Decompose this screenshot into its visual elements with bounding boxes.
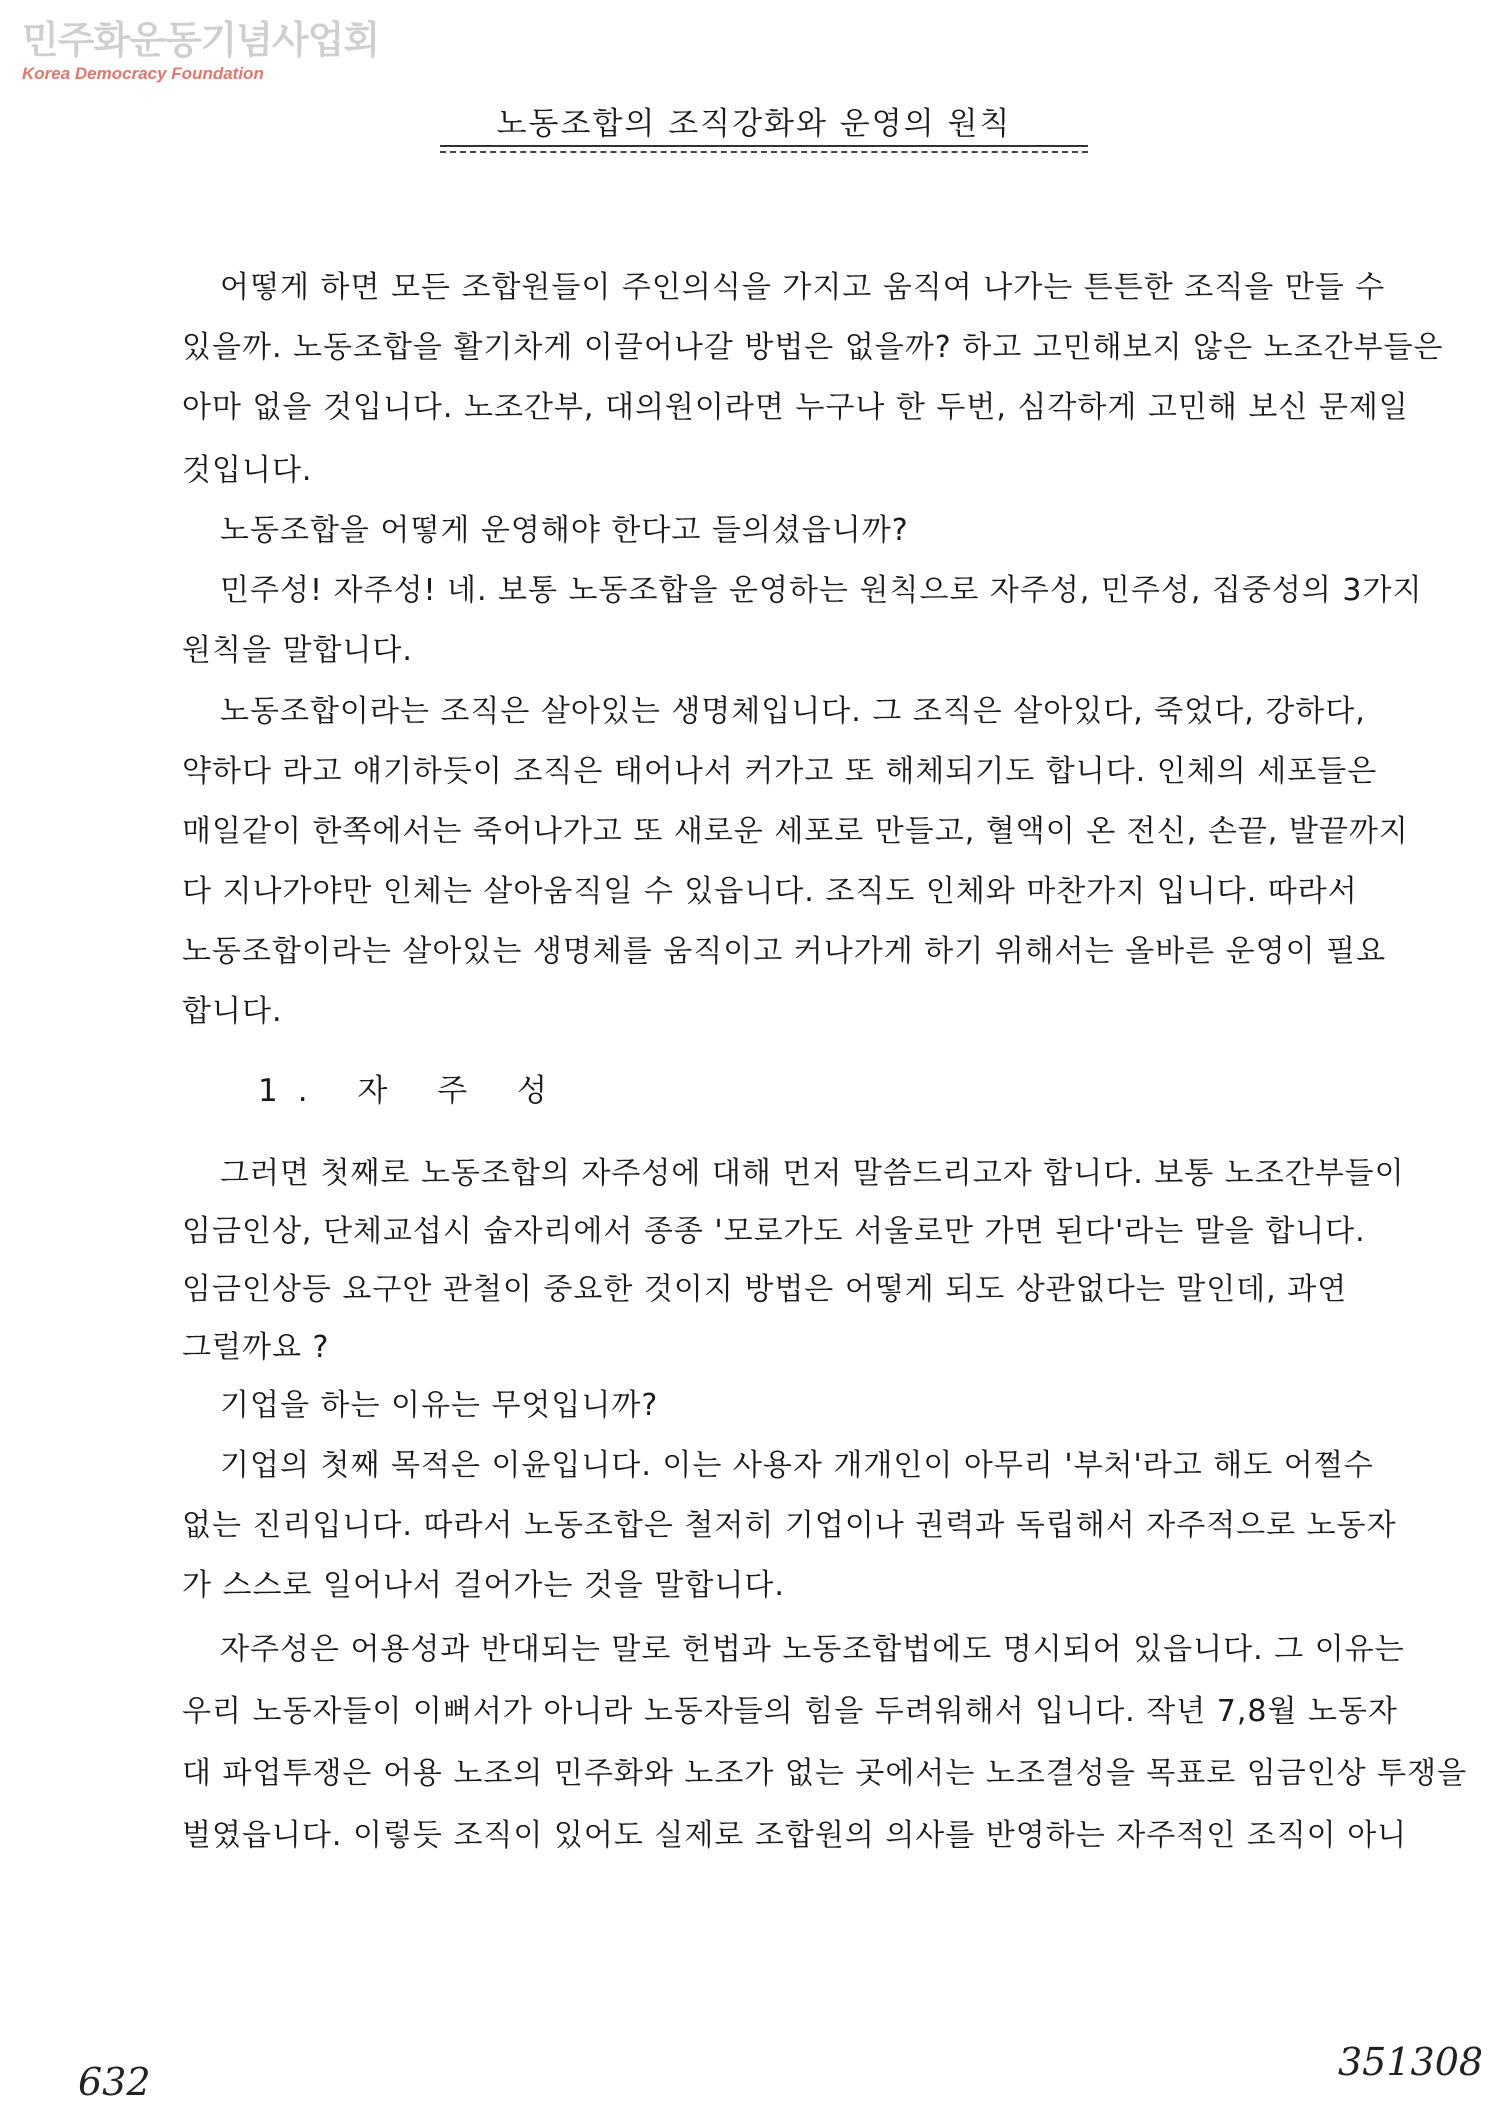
text-line: 가 스스로 일어나서 걸어가는 것을 말합니다. [182, 1568, 785, 1603]
text-line: 합니다. [182, 994, 283, 1029]
text-line: 임금인상, 단체교섭시 숩자리에서 종종 '모로가도 서울로만 가면 된다'라는 말을 합니다. [182, 1214, 1366, 1249]
text-line: 다 지나가야만 인체는 살아움직일 수 있읍니다. 조직도 인체와 마찬가지 입니다. 따라서 [182, 874, 1358, 909]
text-line: 그럴까요 ? [182, 1330, 330, 1365]
watermark-korean: 민주화운동기념사업회 [22, 18, 380, 62]
text-line: 대 파업투쟁은 어용 노조의 민주화와 노조가 없는 곳에서는 노조결성을 목표로 임금인상 투쟁을 [182, 1756, 1468, 1791]
text-line: 그러면 첫째로 노동조합의 자주성에 대해 먼저 말씀드리고자 합니다. 보통 노조간부들이 [220, 1156, 1405, 1191]
text-line: 기업을 하는 이유는 무엇입니까? [220, 1388, 659, 1423]
text-line: 것입니다. [182, 453, 313, 488]
text-line: 자주성은 어용성과 반대되는 말로 헌법과 노동조합법에도 명시되어 있읍니다. 그 이유는 [220, 1632, 1405, 1667]
text-line: 노동조합이라는 조직은 살아있는 생명체입니다. 그 조직은 살아있다, 죽었다, 강하다, [220, 694, 1366, 729]
handwritten-doc-number: 351308 [1338, 2040, 1484, 2084]
text-line: 기업의 첫째 목적은 이윤입니다. 이는 사용자 개개인이 아무리 '부처'라고 해도 어쩔수 [220, 1448, 1374, 1483]
text-line: 원칙을 말합니다. [182, 633, 413, 668]
title-underline [440, 145, 1088, 147]
text-line: 임금인상등 요구안 관철이 중요한 것이지 방법은 어떻게 되도 상관없다는 말인데, 과연 [182, 1272, 1348, 1307]
handwritten-page-mark: 632 [78, 2060, 151, 2104]
text-line: 아마 없을 것입니다. 노조간부, 대의원이라면 누구나 한 두번, 심각하게 고민해 보신 문제일 [182, 390, 1409, 425]
section-heading: 1. 자 주 성 [258, 1073, 567, 1109]
text-line: 민주성! 자주성! 네. 보통 노동조합을 운영하는 원칙으로 자주성, 민주성, 집중성의 3가지 [220, 573, 1423, 608]
text-line: 어떻게 하면 모든 조합원들이 주인의식을 가지고 움직여 나가는 튼튼한 조직을 만들 수 [220, 270, 1386, 305]
watermark-english: Korea Democracy Foundation [22, 64, 264, 83]
text-line: 있을까. 노동조합을 활기차게 이끌어나갈 방법은 없을까? 하고 고민해보지 않은 노조간부들은 [182, 330, 1444, 365]
document-title: 노동조합의 조직강화와 운영의 원칙 [496, 106, 1012, 142]
text-line: 노동조합을 어떻게 운영해야 한다고 들의셨읍니까? [220, 513, 909, 548]
text-line: 없는 진리입니다. 따라서 노동조합은 철저히 기업이나 권력과 독립해서 자주적으로 노동자 [182, 1508, 1397, 1543]
text-line: 노동조합이라는 살아있는 생명체를 움직이고 커나가게 하기 위해서는 올바른 운영이 필요 [182, 934, 1387, 969]
foundation-watermark [22, 18, 379, 84]
text-line: 벌였읍니다. 이렇듯 조직이 있어도 실제로 조합원의 의사를 반영하는 자주적인 조직이 아니 [182, 1818, 1408, 1853]
text-line: 약하다 라고 얘기하듯이 조직은 태어나서 커가고 또 해체되기도 합니다. 인체의 세포들은 [182, 754, 1378, 789]
text-line: 매일같이 한쪽에서는 죽어나가고 또 새로운 세포로 만들고, 혈액이 온 전신, 손끝, 발끝까지 [182, 814, 1409, 849]
text-line: 우리 노동자들이 이뻐서가 아니라 노동자들의 힘을 두려워해서 입니다. 작년 7,8월 노동자 [182, 1694, 1398, 1729]
title-underline-dashed [440, 151, 1088, 153]
